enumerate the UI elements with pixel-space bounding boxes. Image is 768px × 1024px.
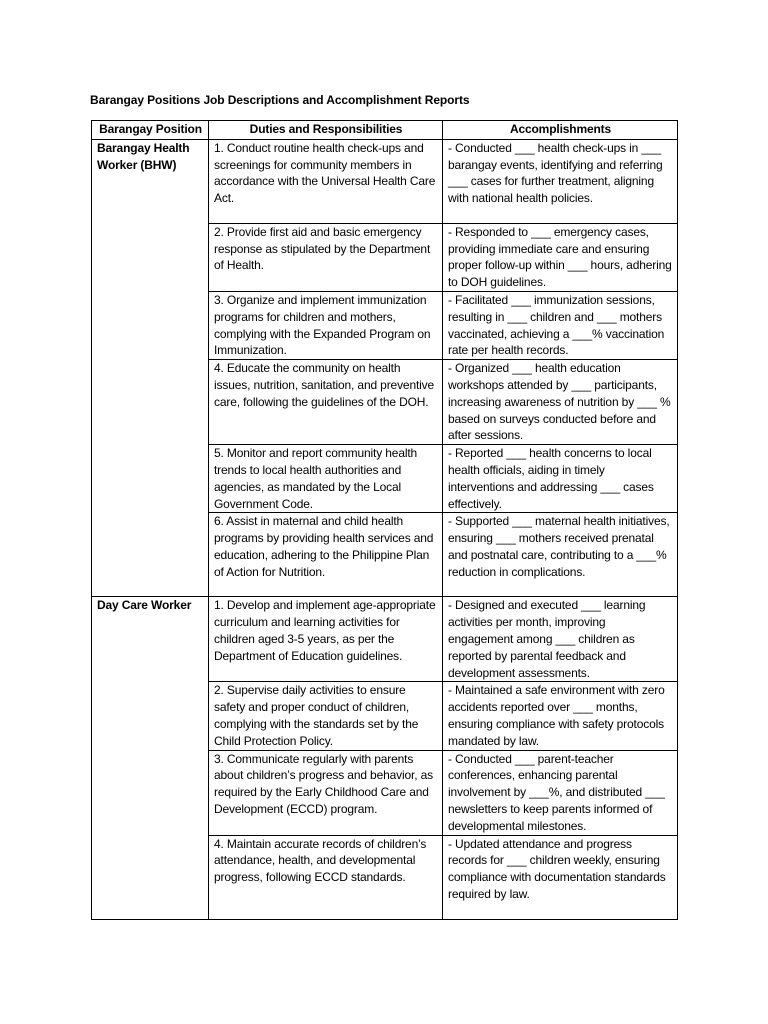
- table-header-row: [92, 121, 678, 140]
- job-description-table: [91, 120, 678, 920]
- position-label: Day Care Worker: [97, 598, 192, 613]
- accomplishment-cell: - Reported ___ health concerns to local health officials, aiding in timely interventions and addressing ___ cases effectively.: [443, 445, 678, 513]
- duty-cell: 5. Monitor and report community health trends to local health authorities and agencies, as mandated by the Local Government Code.: [209, 445, 443, 513]
- accomplishment-cell: - Supported ___ maternal health initiatives, ensuring ___ mothers received prenatal and postnatal care, contributing to a ___% reduction in complications.: [443, 513, 678, 597]
- duty-cell: 1. Conduct routine health check-ups and screenings for community members in accordance with the Universal Health Care Act.: [209, 139, 443, 223]
- header-duties-and-responsibilities: Duties and Responsibilities: [209, 121, 443, 140]
- document-title: Barangay Positions Job Descriptions and Accomplishment Reports: [90, 93, 470, 107]
- duty-cell: 4. Educate the community on health issues, nutrition, sanitation, and preventive care, following the guidelines of the DOH.: [209, 360, 443, 445]
- accomplishment-cell: - Organized ___ health education workshops attended by ___ participants, increasing awareness of nutrition by ___ % based on surveys conducted before and after sessions.: [443, 360, 678, 445]
- accomplishment-cell: - Responded to ___ emergency cases, providing immediate care and ensuring proper follow-up within ___ hours, adhering to DOH guidelines.: [443, 223, 678, 291]
- position-cell-bhw: [92, 139, 209, 597]
- accomplishment-cell: - Conducted ___ health check-ups in ___ barangay events, identifying and referring ___ cases for further treatment, aligning with national health policies.: [443, 139, 678, 223]
- position-cell-day-care-worker: [92, 597, 209, 919]
- accomplishment-cell: - Maintained a safe environment with zero accidents reported over ___ months, ensuring compliance with safety protocols mandated by law.: [443, 682, 678, 750]
- header-accomplishments: Accomplishments: [443, 121, 678, 140]
- accomplishment-cell: - Conducted ___ parent-teacher conferences, enhancing parental involvement by ___%, and distributed ___ newsletters to keep parents informed of developmental milestones.: [443, 750, 678, 835]
- duty-cell: 2. Supervise daily activities to ensure safety and proper conduct of children, complying with the standards set by the Child Protection Policy.: [209, 682, 443, 750]
- accomplishment-cell: - Designed and executed ___ learning activities per month, improving engagement among ___ children as reported by parental feedback and development assessments.: [443, 597, 678, 682]
- table-row: [92, 597, 678, 682]
- duty-cell: 4. Maintain accurate records of children’s attendance, health, and developmental progress, following ECCD standards.: [209, 835, 443, 919]
- header-barangay-position: Barangay Position: [92, 121, 209, 140]
- duty-cell: 1. Develop and implement age-appropriate curriculum and learning activities for children aged 3-5 years, as per the Department of Education guidelines.: [209, 597, 443, 682]
- duty-cell: 2. Provide first aid and basic emergency response as stipulated by the Department of Health.: [209, 223, 443, 291]
- position-label: Barangay Health Worker (BHW): [97, 140, 190, 172]
- duty-cell: 3. Organize and implement immunization programs for children and mothers, complying with the Expanded Program on Immunization.: [209, 291, 443, 359]
- accomplishment-cell: - Facilitated ___ immunization sessions, resulting in ___ children and ___ mothers vaccinated, achieving a ___% vaccination rate per health records.: [443, 291, 678, 359]
- duty-cell: 6. Assist in maternal and child health programs by providing health services and education, adhering to the Philippine Plan of Action for Nutrition.: [209, 513, 443, 597]
- accomplishment-cell: - Updated attendance and progress records for ___ children weekly, ensuring compliance with documentation standards required by law.: [443, 835, 678, 919]
- table-row: [92, 139, 678, 223]
- duty-cell: 3. Communicate regularly with parents about children’s progress and behavior, as required by the Early Childhood Care and Development (ECCD) program.: [209, 750, 443, 835]
